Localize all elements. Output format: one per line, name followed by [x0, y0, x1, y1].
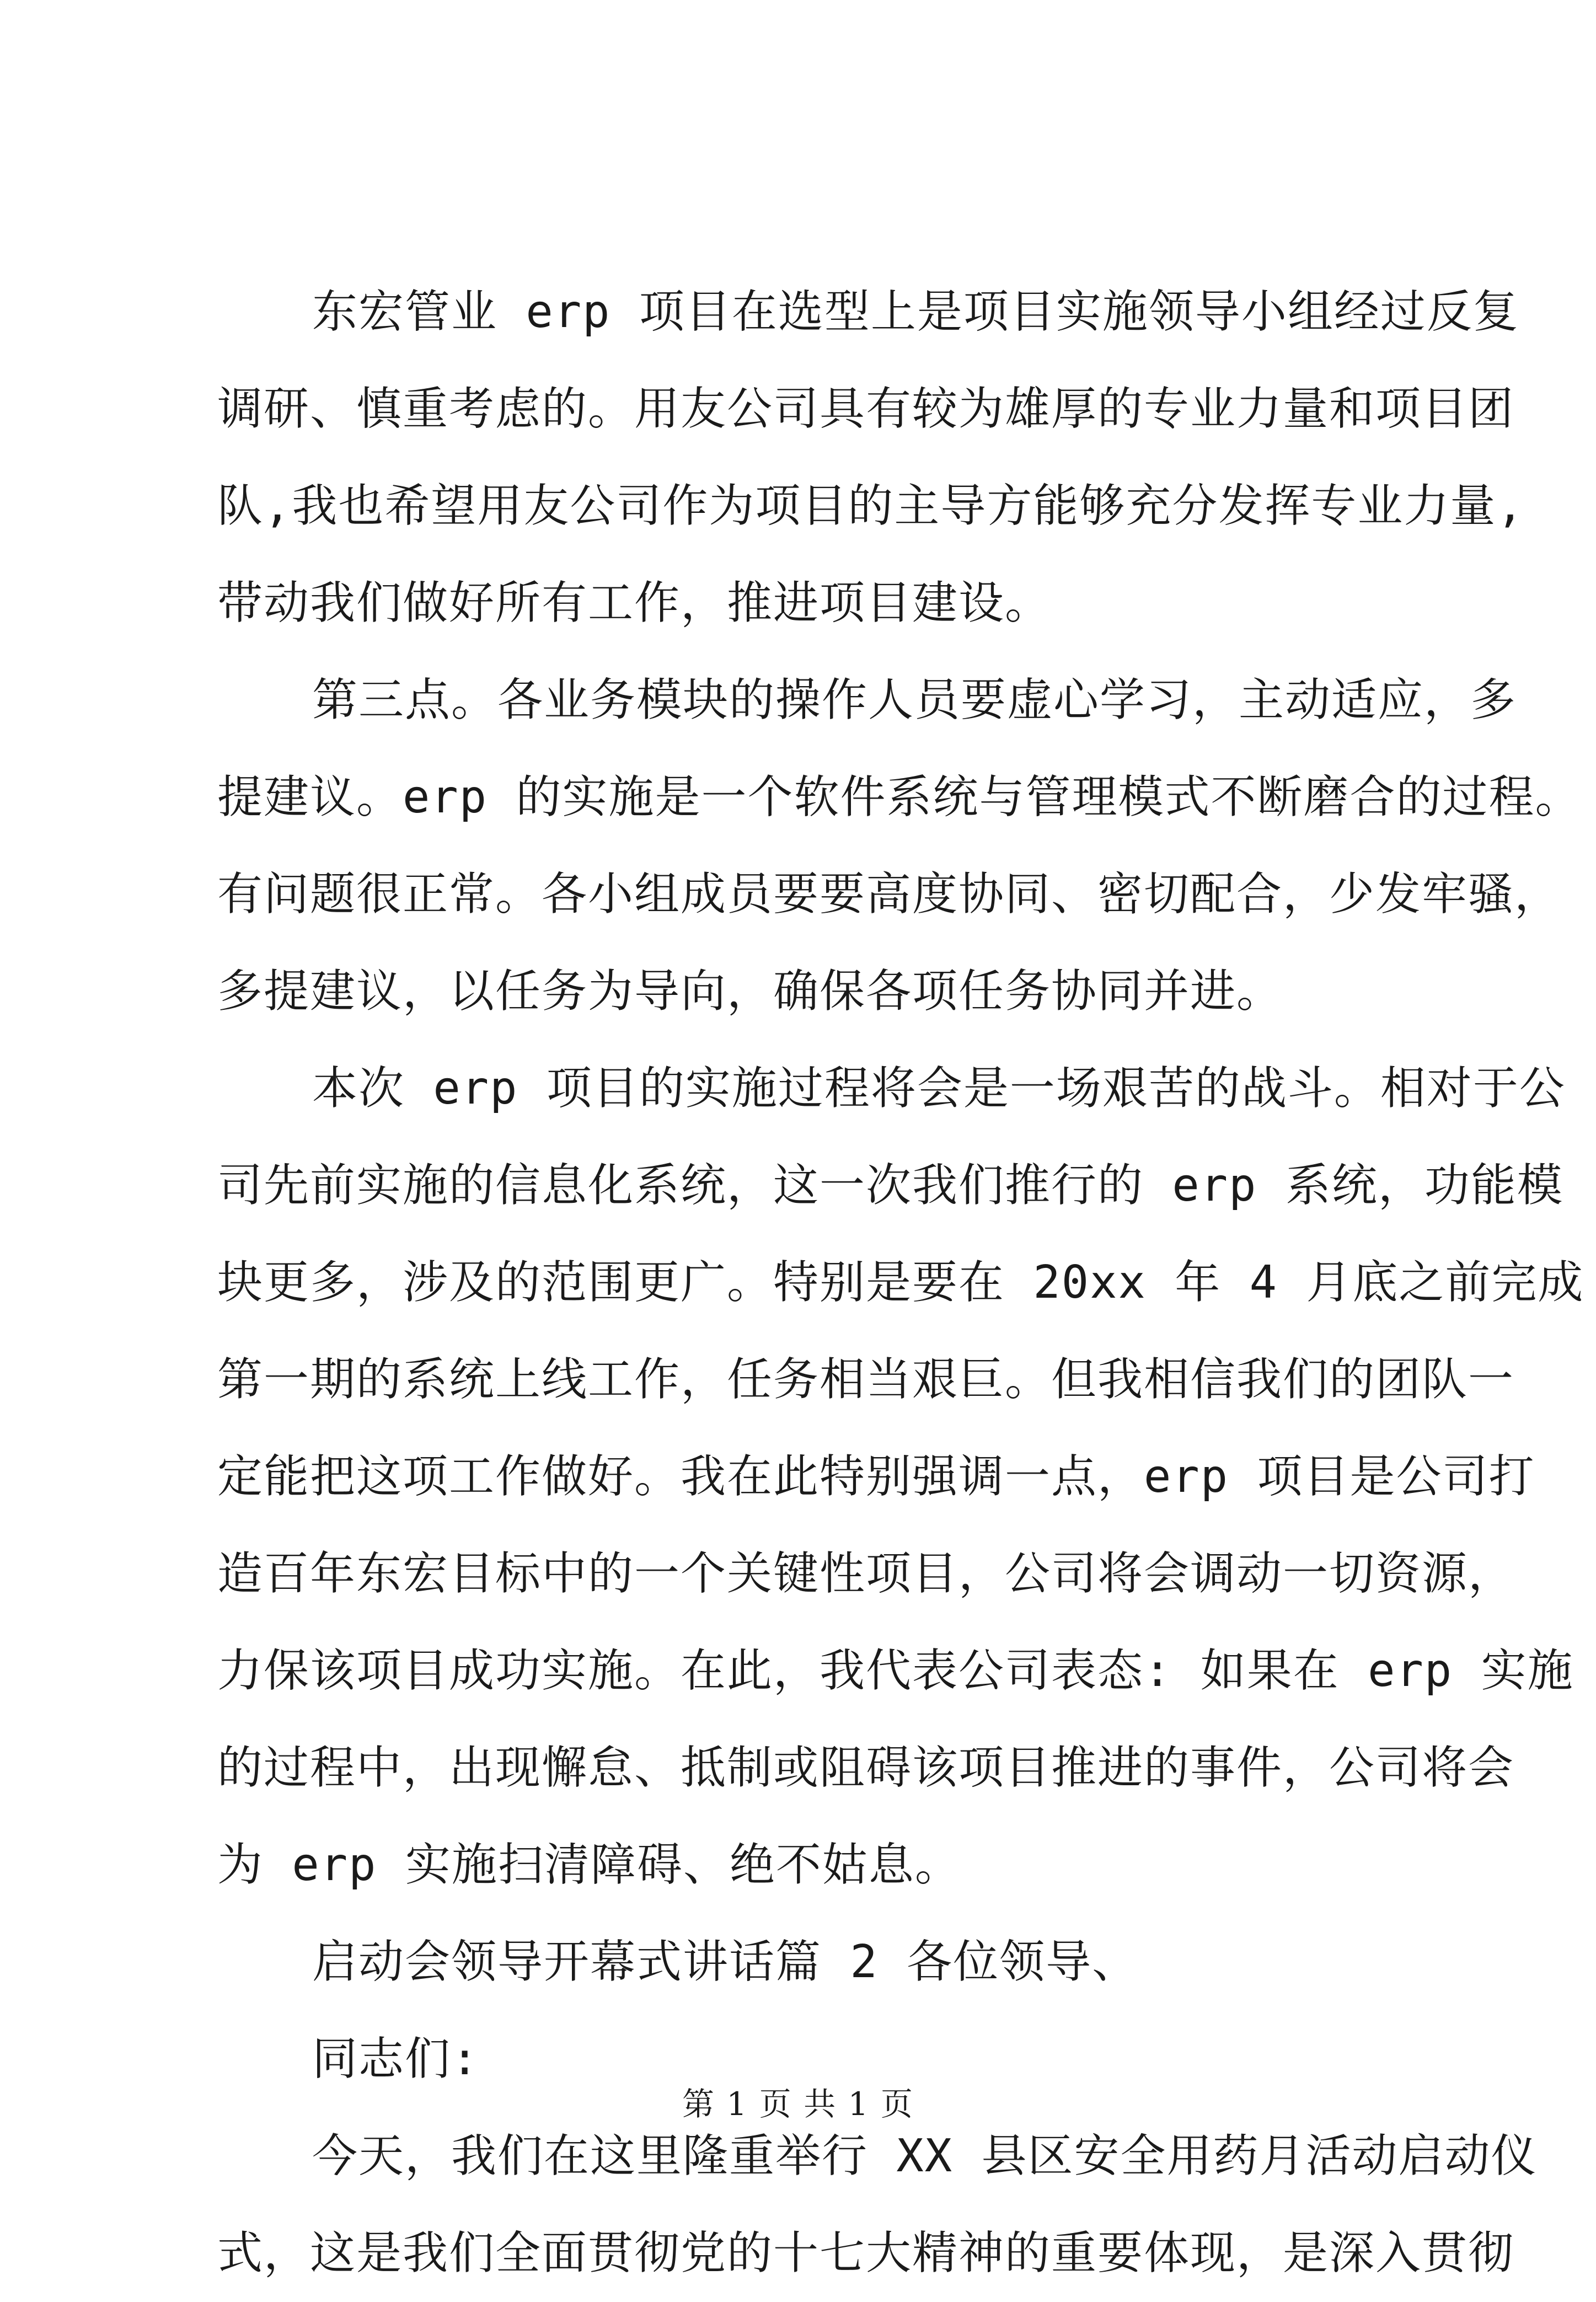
- text-line-11: 块更多，涉及的范围更广。特别是要在 20xx 年 4 月底之前完成: [217, 1256, 1584, 1309]
- text-line-14: 造百年东宏目标中的一个关键性项目，公司将会调动一切资源，: [217, 1548, 1515, 1600]
- text-line-13: 定能把这项工作做好。我在此特别强调一点，erp 项目是公司打: [217, 1450, 1535, 1503]
- text-line-6: 提建议。erp 的实施是一个软件系统与管理模式不断磨合的过程。: [217, 771, 1582, 823]
- text-line-18: 启动会领导开幕式讲话篇 2 各位领导、: [312, 1936, 1139, 1988]
- text-line-9: 本次 erp 项目的实施过程将会是一场艰苦的战斗。相对于公: [312, 1062, 1566, 1115]
- page-number-footer: 第 1 页 共 1 页: [682, 2085, 914, 2123]
- text-line-5: 第三点。各业务模块的操作人员要虚心学习，主动适应，多: [312, 674, 1517, 726]
- text-line-17: 为 erp 实施扫清障碍、绝不姑息。: [217, 1839, 961, 1891]
- document-body: [217, 264, 1584, 2302]
- text-line-20: 今天，我们在这里隆重举行 XX 县区安全用药月活动启动仪: [312, 2130, 1538, 2182]
- text-line-1: 东宏管业 erp 项目在选型上是项目实施领导小组经过反复: [312, 286, 1519, 338]
- text-line-10: 司先前实施的信息化系统，这一次我们推行的 erp 系统，功能模: [217, 1159, 1563, 1212]
- text-line-16: 的过程中，出现懈怠、抵制或阻碍该项目推进的事件，公司将会: [217, 1742, 1515, 1794]
- text-line-21: 式，这是我们全面贯彻党的十七大精神的重要体现，是深入贯彻: [217, 2227, 1515, 2279]
- text-line-12: 第一期的系统上线工作，任务相当艰巨。但我相信我们的团队一: [217, 1353, 1515, 1406]
- text-line-3: 队,我也希望用友公司作为项目的主导方能够充分发挥专业力量,: [217, 480, 1525, 532]
- text-line-15: 力保该项目成功实施。在此，我代表公司表态: 如果在 erp 实施: [217, 1645, 1574, 1697]
- text-line-7: 有问题很正常。各小组成员要要高度协同、密切配合，少发牢骚，: [217, 868, 1561, 920]
- text-line-19: 同志们:: [312, 2033, 480, 2085]
- text-line-4: 带动我们做好所有工作，推进项目建设。: [217, 577, 1052, 629]
- text-line-8: 多提建议，以任务为导向，确保各项任务协同并进。: [217, 965, 1283, 1018]
- text-line-2: 调研、慎重考虑的。用友公司具有较为雄厚的专业力量和项目团: [217, 383, 1515, 435]
